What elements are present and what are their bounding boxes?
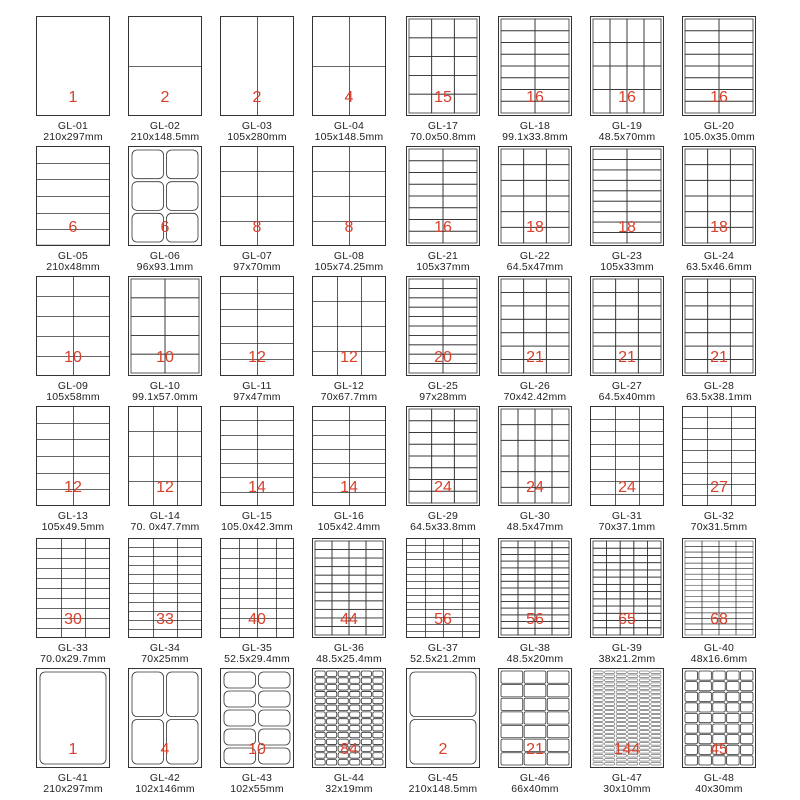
label-size: 97x28mm: [419, 391, 467, 403]
label-count: 2: [252, 89, 262, 106]
label-size: 102x146mm: [135, 783, 195, 795]
label-size: 66x40mm: [511, 783, 559, 795]
label-sheet-gl-48: [682, 668, 774, 796]
label-sheet-gl-31: [590, 406, 682, 534]
label-count: 20: [434, 349, 452, 366]
sheet-code: GL-19: [611, 120, 643, 132]
sheet-code: GL-13: [57, 510, 89, 522]
label-size: 102x55mm: [230, 783, 284, 795]
label-count: 45: [710, 741, 728, 758]
label-sheet-gl-16: [312, 406, 404, 534]
label-sheet-gl-08: [312, 146, 404, 274]
sheet-code: GL-40: [703, 642, 735, 654]
label-sheet-gl-09: [36, 276, 128, 404]
label-count: 24: [526, 479, 544, 496]
label-sheet-gl-39: [590, 538, 682, 666]
label-sheet-gl-41: [36, 668, 128, 796]
sheet-code: GL-03: [241, 120, 273, 132]
label-count: 4: [160, 741, 170, 758]
label-size: 210x148.5mm: [408, 783, 478, 795]
label-count: 16: [526, 89, 544, 106]
label-count: 27: [710, 479, 728, 496]
label-sheet-gl-14: [128, 406, 220, 534]
label-size: 30x10mm: [603, 783, 651, 795]
label-sheet-gl-32: [682, 406, 774, 534]
sheet-code: GL-44: [333, 772, 365, 784]
label-sheet-gl-04: [312, 16, 404, 144]
label-count: 12: [64, 479, 82, 496]
sheet-code: GL-01: [57, 120, 89, 132]
label-size: 40x30mm: [695, 783, 743, 795]
sheet-code: GL-25: [427, 380, 459, 392]
sheet-code: GL-15: [241, 510, 273, 522]
label-count: 30: [64, 611, 82, 628]
sheet-code: GL-08: [333, 250, 365, 262]
label-sheet-gl-15: [220, 406, 312, 534]
label-count: 8: [252, 219, 262, 236]
label-count: 21: [526, 349, 544, 366]
label-size: 32x19mm: [325, 783, 373, 795]
label-sheet-gl-03: [220, 16, 312, 144]
label-count: 6: [160, 219, 170, 236]
label-size: 105x42.4mm: [317, 521, 381, 533]
label-count: 16: [710, 89, 728, 106]
label-sheet-gl-26: [498, 276, 590, 404]
label-count: 15: [434, 89, 452, 106]
label-count: 12: [248, 349, 266, 366]
label-sheet-gl-40: [682, 538, 774, 666]
sheet-code: GL-16: [333, 510, 365, 522]
sheet-code: GL-09: [57, 380, 89, 392]
label-count: 24: [434, 479, 452, 496]
label-size: 97x47mm: [233, 391, 281, 403]
sheet-code: GL-30: [519, 510, 551, 522]
label-count: 16: [618, 89, 636, 106]
sheet-code: GL-11: [242, 380, 272, 392]
label-size: 105x148.5mm: [314, 131, 384, 143]
label-count: 144: [613, 741, 641, 758]
sheet-code: GL-05: [57, 250, 89, 262]
sheet-code: GL-14: [149, 510, 181, 522]
label-sheet-gl-24: [682, 146, 774, 274]
label-sheet-gl-38: [498, 538, 590, 666]
label-sheet-gl-19: [590, 16, 682, 144]
sheet-code: GL-41: [57, 772, 89, 784]
label-size: 105x280mm: [227, 131, 287, 143]
sheet-code: GL-27: [611, 380, 643, 392]
label-size: 64.5x40mm: [598, 391, 656, 403]
label-size: 70x31.5mm: [690, 521, 748, 533]
sheet-code: GL-43: [241, 772, 273, 784]
label-size: 105.0x42.3mm: [221, 521, 293, 533]
label-count: 8: [344, 219, 354, 236]
label-sheet-gl-11: [220, 276, 312, 404]
label-size: 48.5x25.4mm: [316, 653, 382, 665]
label-count: 56: [526, 611, 544, 628]
label-count: 18: [526, 219, 544, 236]
sheet-code: GL-48: [703, 772, 735, 784]
label-count: 12: [156, 479, 174, 496]
label-size: 105.0x35.0mm: [683, 131, 755, 143]
label-sheet-gl-45: [406, 668, 498, 796]
label-size: 210x297mm: [43, 131, 103, 143]
label-sheet-gl-02: [128, 16, 220, 144]
label-count: 33: [156, 611, 174, 628]
label-size: 105x33mm: [600, 261, 654, 273]
label-count: 40: [248, 611, 266, 628]
label-sheet-gl-34: [128, 538, 220, 666]
label-sheet-gl-29: [406, 406, 498, 534]
label-count: 16: [434, 219, 452, 236]
label-size: 210x48mm: [46, 261, 100, 273]
label-sheet-gl-28: [682, 276, 774, 404]
label-sheet-gl-37: [406, 538, 498, 666]
label-size: 105x49.5mm: [41, 521, 105, 533]
label-size: 105x58mm: [46, 391, 100, 403]
label-sheet-gl-06: [128, 146, 220, 274]
label-size: 70x67.7mm: [320, 391, 378, 403]
label-sheet-gl-21: [406, 146, 498, 274]
label-size: 97x70mm: [233, 261, 281, 273]
label-size: 52.5x29.4mm: [224, 653, 290, 665]
label-sheet-gl-36: [312, 538, 404, 666]
label-sheet-gl-44: [312, 668, 404, 796]
label-sheet-gl-33: [36, 538, 128, 666]
label-count: 14: [248, 479, 266, 496]
label-sheet-gl-43: [220, 668, 312, 796]
label-size: 63.5x38.1mm: [686, 391, 752, 403]
label-size: 70. 0x47.7mm: [130, 521, 200, 533]
label-sheet-gl-30: [498, 406, 590, 534]
label-sheet-gl-25: [406, 276, 498, 404]
label-count: 24: [618, 479, 636, 496]
label-sheet-gl-42: [128, 668, 220, 796]
label-count: 44: [340, 611, 358, 628]
label-count: 21: [526, 741, 544, 758]
sheet-code: GL-02: [149, 120, 181, 132]
label-count: 1: [68, 741, 78, 758]
label-count: 21: [618, 349, 636, 366]
label-count: 4: [344, 89, 354, 106]
label-size: 210x297mm: [43, 783, 103, 795]
sheet-code: GL-46: [519, 772, 551, 784]
label-count: 10: [64, 349, 82, 366]
sheet-code: GL-32: [703, 510, 735, 522]
sheet-code: GL-10: [149, 380, 181, 392]
label-count: 12: [340, 349, 358, 366]
label-count: 56: [434, 611, 452, 628]
label-count: 21: [710, 349, 728, 366]
label-count: 1: [68, 89, 78, 106]
sheet-code: GL-35: [241, 642, 273, 654]
label-count: 18: [618, 219, 636, 236]
label-size: 70.0x50.8mm: [410, 131, 476, 143]
label-count: 2: [160, 89, 170, 106]
label-sheet-gl-47: [590, 668, 682, 796]
sheet-code: GL-29: [427, 510, 459, 522]
sheet-code: GL-07: [241, 250, 273, 262]
sheet-code: GL-24: [703, 250, 735, 262]
label-size: 70x37.1mm: [598, 521, 656, 533]
label-sheet-gl-35: [220, 538, 312, 666]
sheet-code: GL-36: [333, 642, 365, 654]
label-size: 99.1x33.8mm: [502, 131, 568, 143]
sheet-code: GL-37: [427, 642, 459, 654]
label-sheet-gl-22: [498, 146, 590, 274]
sheet-code: GL-23: [611, 250, 643, 262]
sheet-code: GL-39: [611, 642, 643, 654]
sheet-code: GL-47: [611, 772, 643, 784]
label-sheet-gl-20: [682, 16, 774, 144]
label-sheet-gl-46: [498, 668, 590, 796]
label-size: 48.5x20mm: [506, 653, 564, 665]
sheet-code: GL-28: [703, 380, 735, 392]
sheet-code: GL-04: [333, 120, 365, 132]
label-count: 68: [710, 611, 728, 628]
label-size: 52.5x21.2mm: [410, 653, 476, 665]
label-sheet-gl-12: [312, 276, 404, 404]
label-size: 99.1x57.0mm: [132, 391, 198, 403]
label-sheet-gl-07: [220, 146, 312, 274]
sheet-code: GL-45: [427, 772, 459, 784]
label-size: 210x148.5mm: [130, 131, 200, 143]
label-size: 64.5x33.8mm: [410, 521, 476, 533]
label-count: 65: [618, 611, 636, 628]
label-sheet-gl-17: [406, 16, 498, 144]
label-count: 14: [340, 479, 358, 496]
sheet-code: GL-06: [149, 250, 181, 262]
sheet-code: GL-18: [519, 120, 551, 132]
label-size: 96x93.1mm: [136, 261, 194, 273]
label-sheet-gl-01: [36, 16, 128, 144]
sheet-code: GL-34: [149, 642, 181, 654]
sheet-code: GL-12: [333, 380, 365, 392]
label-count: 6: [68, 219, 78, 236]
sheet-code: GL-22: [519, 250, 551, 262]
label-size: 105x74.25mm: [314, 261, 384, 273]
label-size: 38x21.2mm: [598, 653, 656, 665]
label-size: 70.0x29.7mm: [40, 653, 106, 665]
sheet-code: GL-26: [519, 380, 551, 392]
sheet-code: GL-21: [427, 250, 459, 262]
label-size: 70x25mm: [141, 653, 189, 665]
label-size: 105x37mm: [416, 261, 470, 273]
label-count: 84: [340, 741, 358, 758]
label-count: 10: [156, 349, 174, 366]
sheet-code: GL-31: [611, 510, 643, 522]
sheet-code: GL-33: [57, 642, 89, 654]
label-size: 63.5x46.6mm: [686, 261, 752, 273]
sheet-code: GL-38: [519, 642, 551, 654]
label-count: 2: [438, 741, 448, 758]
label-sheet-gl-27: [590, 276, 682, 404]
label-sheet-gl-05: [36, 146, 128, 274]
label-size: 48.5x47mm: [506, 521, 564, 533]
label-count: 18: [710, 219, 728, 236]
label-count: 10: [248, 741, 266, 758]
label-sheet-gl-23: [590, 146, 682, 274]
label-size: 64.5x47mm: [506, 261, 564, 273]
sheet-code: GL-17: [427, 120, 459, 132]
sheet-code: GL-20: [703, 120, 735, 132]
label-size: 48.5x70mm: [598, 131, 656, 143]
sheet-code: GL-42: [149, 772, 181, 784]
label-sheet-gl-10: [128, 276, 220, 404]
label-sheet-gl-13: [36, 406, 128, 534]
label-sheet-gl-18: [498, 16, 590, 144]
label-size: 48x16.6mm: [690, 653, 748, 665]
label-size: 70x42.42mm: [503, 391, 567, 403]
